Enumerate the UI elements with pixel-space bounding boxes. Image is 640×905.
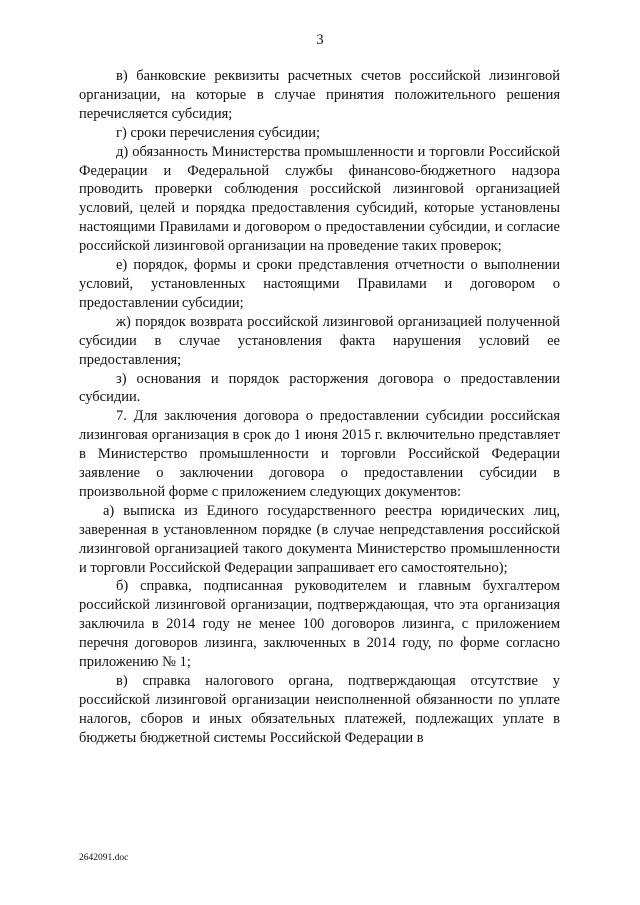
paragraph-reporting: е) порядок, формы и сроки представления отчетности о выполнении условий, установленных настоящими Правилами и договором о предоставлении субсидии;: [79, 257, 560, 311]
document-body: [79, 67, 560, 748]
paragraph-tax-certificate: в) справка налогового органа, подтверждающая отсутствие у российской лизинговой организации неисполненной обязанности по уплате налогов, сборов и иных обязательных платежей, подлежащих уплате в бюджеты бюджетной системы Российской Федерации в: [79, 673, 560, 746]
document-filename: 2642091.doc: [79, 853, 129, 863]
paragraph-refund: ж) порядок возврата российской лизинговой организацией полученной субсидии в случае установления факта нарушения условий ее предоставления;: [79, 313, 560, 368]
paragraph-registry-extract: а) выписка из Единого государственного реестра юридических лиц, заверенная в установленном порядке (в случае непредставления российской лизинговой организацией такого документа Министерство промышленности и торговли Российской Федерации запрашивает его самостоятельно);: [79, 502, 560, 576]
paragraph-signed-certificate: б) справка, подписанная руководителем и главным бухгалтером российской лизинговой организации, подтверждающая, что эта организация заключила в 2014 году не менее 100 договоров лизинга, с приложением перечня договоров лизинга, заключенных в 2014 году, по форме согласно приложению № 1;: [79, 578, 560, 671]
paragraph-inspection-obligation: д) обязанность Министерства промышленности и торговли Российской Федерации и Федеральной службы финансово-бюджетного надзора проводить проверки соблюдения российской лизинговой организацией условий, целей и порядка предоставления субсидий, которые установлены настоящими Правилами и договором о предоставлении субсидии, и согласие российской лизинговой организации на проведение таких проверок;: [79, 143, 560, 255]
paragraph-section-7: 7. Для заключения договора о предоставлении субсидии российская лизинговая организация в срок до 1 июня 2015 г. включительно представляет в Министерство промышленности и торговли Российской Федерации заявление о заключении договора о предоставлении субсидии в произвольной форме с приложением следующих документов:: [79, 408, 560, 500]
page-number: 3: [316, 32, 324, 48]
paragraph-bank-details: в) банковские реквизиты расчетных счетов российской лизинговой организации, на которые в случае принятия положительного решения перечисляется субсидия;: [79, 68, 560, 122]
paragraph-termination: з) основания и порядок расторжения договора о предоставлении субсидии.: [79, 370, 560, 406]
paragraph-transfer-terms: г) сроки перечисления субсидии;: [116, 124, 321, 141]
